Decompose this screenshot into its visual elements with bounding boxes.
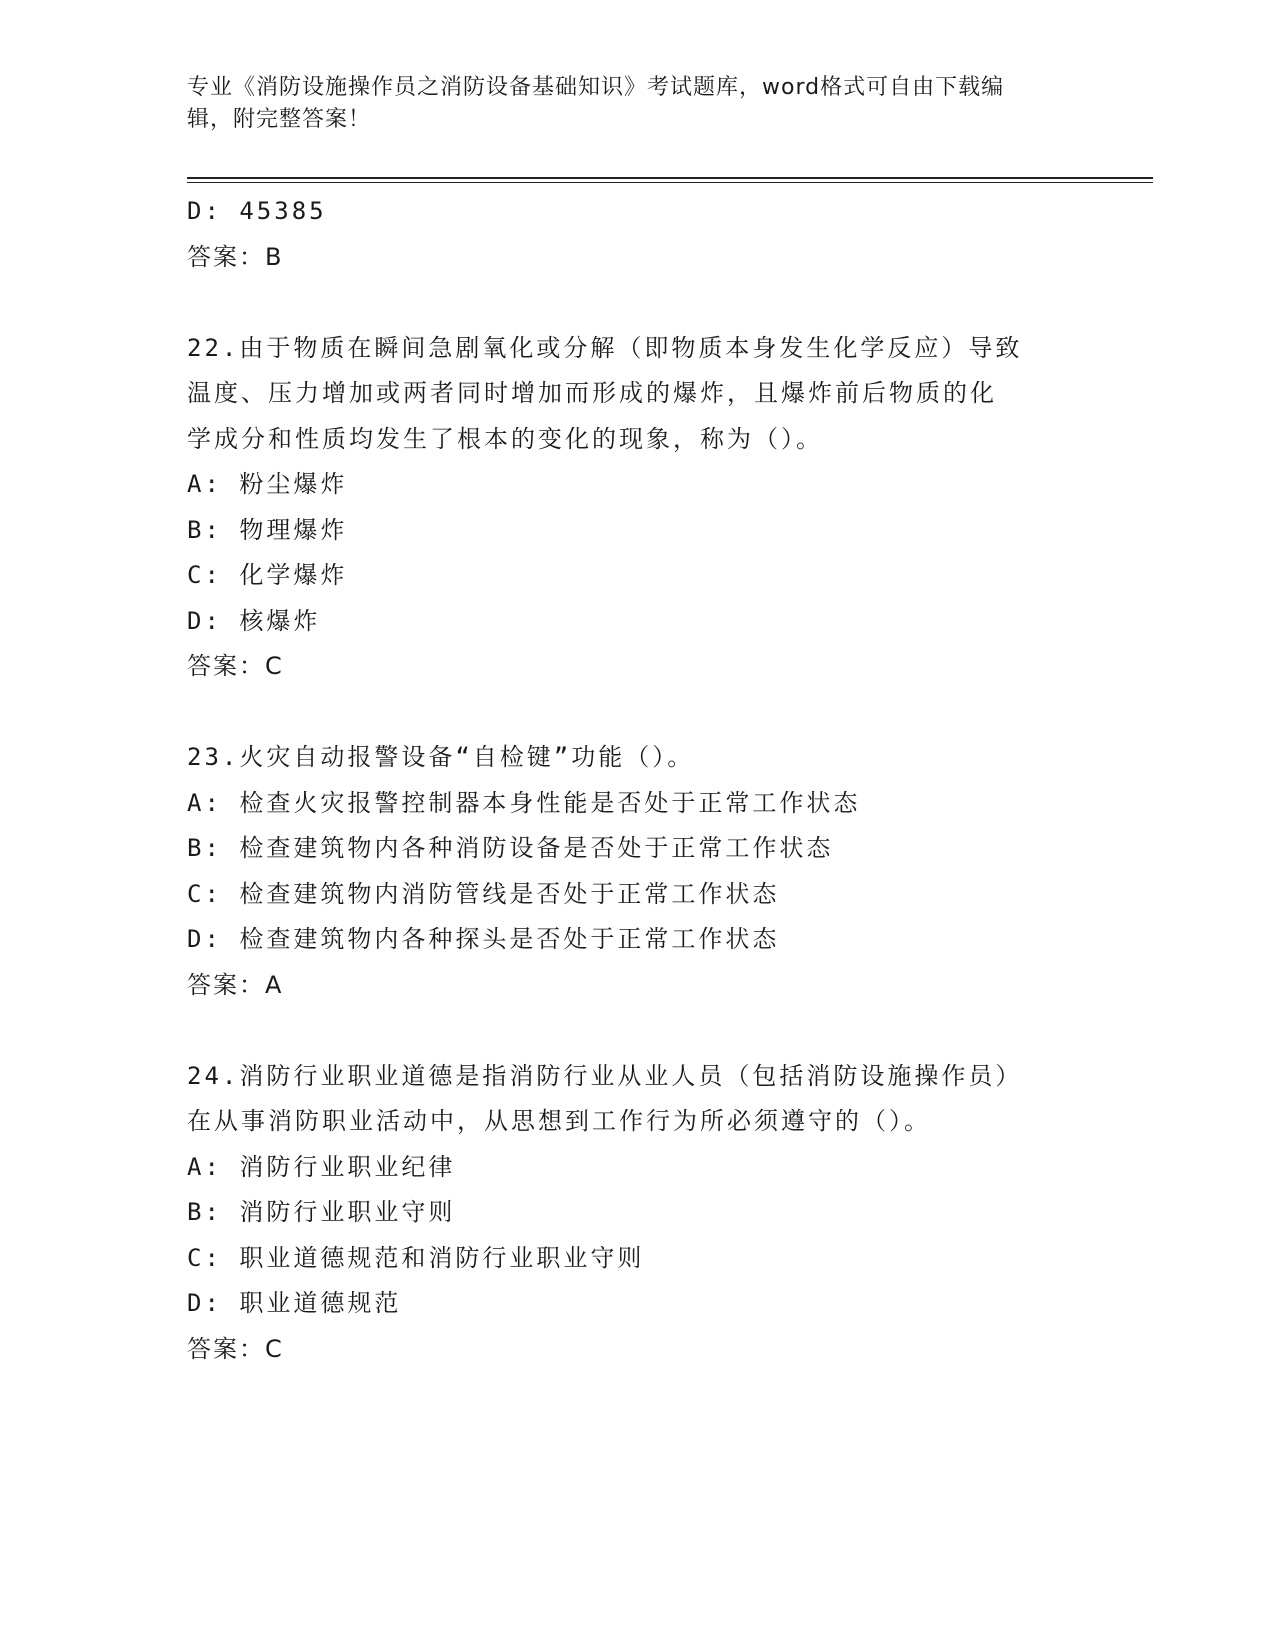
option-a: A: 检查火灾报警控制器本身性能是否处于正常工作状态	[187, 788, 861, 817]
option-c: C: 职业道德规范和消防行业职业守则	[187, 1243, 645, 1272]
spacer	[187, 280, 1087, 326]
option-d: D: 45385	[187, 197, 327, 225]
spacer	[187, 1008, 1087, 1054]
option-b: B: 检查建筑物内各种消防设备是否处于正常工作状态	[187, 834, 834, 862]
question-21-tail	[187, 189, 1087, 280]
option-c: C: 检查建筑物内消防管线是否处于正常工作状态	[187, 879, 780, 908]
option-b: B: 物理爆炸	[187, 515, 348, 544]
header-divider-thin	[187, 182, 1153, 183]
header-divider-thick	[187, 177, 1153, 179]
question-text-line: 23.火灾自动报警设备“自检键”功能（）。	[187, 743, 695, 771]
question-text-line: 学成分和性质均发生了根本的变化的现象，称为（）。	[187, 424, 823, 453]
option-d: D: 核爆炸	[187, 606, 321, 635]
option-d: D: 检查建筑物内各种探头是否处于正常工作状态	[187, 925, 780, 953]
question-list	[187, 189, 1087, 1372]
spacer	[187, 690, 1087, 736]
answer-line: 答案：C	[187, 652, 284, 680]
question-24	[187, 1054, 1087, 1373]
question-text-line: 温度、压力增加或两者同时增加而形成的爆炸，且爆炸前后物质的化	[187, 379, 997, 407]
header-title-line-1: 专业《消防设施操作员之消防设备基础知识》考试题库，word格式可自由下载编	[187, 75, 1005, 100]
document-header	[187, 72, 1067, 136]
question-text-line: 24.消防行业职业道德是指消防行业从业人员（包括消防设施操作员）	[187, 1061, 1023, 1090]
question-23	[187, 735, 1087, 1008]
option-a: A: 消防行业职业纪律	[187, 1152, 456, 1181]
answer-line: 答案：B	[187, 242, 284, 271]
question-text-line: 22.由于物质在瞬间急剧氧化或分解（即物质本身发生化学反应）导致	[187, 333, 1023, 362]
question-22	[187, 326, 1087, 690]
option-b: B: 消防行业职业守则	[187, 1198, 456, 1226]
question-text-line: 在从事消防职业活动中，从思想到工作行为所必须遵守的（）。	[187, 1107, 931, 1135]
option-d: D: 职业道德规范	[187, 1289, 402, 1317]
answer-line: 答案：A	[187, 970, 284, 999]
answer-line: 答案：C	[187, 1334, 284, 1363]
header-title-line-2: 辑，附完整答案！	[187, 107, 372, 132]
option-c: C: 化学爆炸	[187, 561, 348, 589]
option-a: A: 粉尘爆炸	[187, 470, 348, 498]
